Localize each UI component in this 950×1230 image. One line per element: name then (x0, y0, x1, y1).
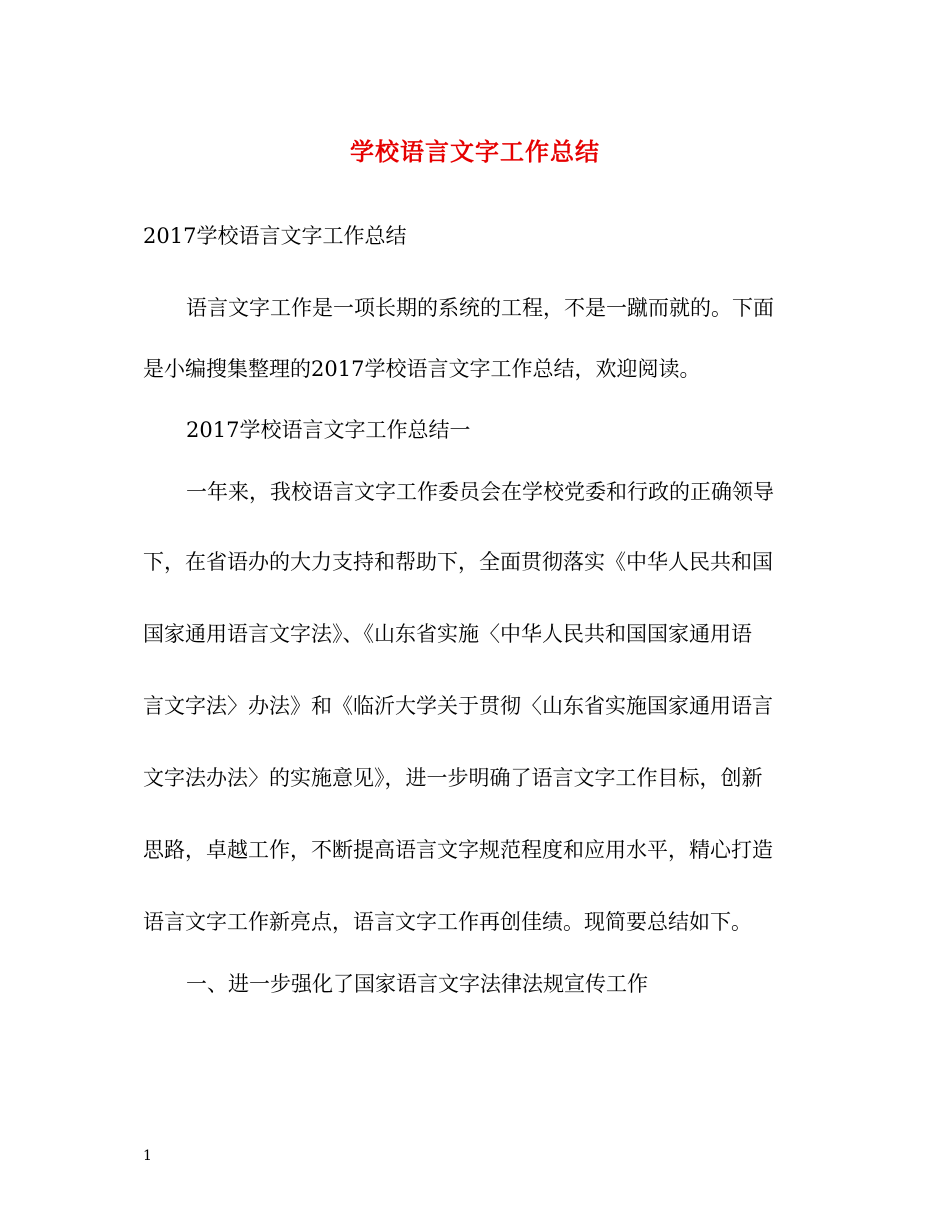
document-title: 学校语言文字工作总结 (350, 137, 600, 166)
paragraph-line: 文字法办法〉的实施意见》，进一步明确了语言文字工作目标，创新 (143, 766, 763, 790)
page-number: 1 (143, 1148, 152, 1164)
document-subtitle: 2017学校语言文字工作总结 (143, 224, 407, 248)
paragraph-line: 思路，卓越工作，不断提高语言文字规范程度和应用水平，精心打造 (143, 838, 773, 862)
paragraph-line: 是小编搜集整理的2017学校语言文字工作总结，欢迎阅读。 (143, 357, 701, 381)
section-heading: 2017学校语言文字工作总结一 (186, 418, 471, 442)
paragraph-line: 国家通用语言文字法》、《山东省实施〈中华人民共和国国家通用语 (143, 622, 752, 646)
paragraph-line: 语言文字工作是一项长期的系统的工程，不是一蹴而就的。下面 (186, 296, 774, 320)
section-heading: 一、进一步强化了国家语言文字法律法规宣传工作 (186, 972, 648, 996)
paragraph-line: 语言文字工作新亮点，语言文字工作再创佳绩。现简要总结如下。 (143, 910, 752, 934)
paragraph-line: 一年来，我校语言文字工作委员会在学校党委和行政的正确领导 (186, 480, 774, 504)
paragraph-line: 言文字法〉办法》和《临沂大学关于贯彻〈山东省实施国家通用语言 (143, 694, 773, 718)
paragraph-line: 下，在省语办的大力支持和帮助下，全面贯彻落实《中华人民共和国 (143, 550, 773, 574)
